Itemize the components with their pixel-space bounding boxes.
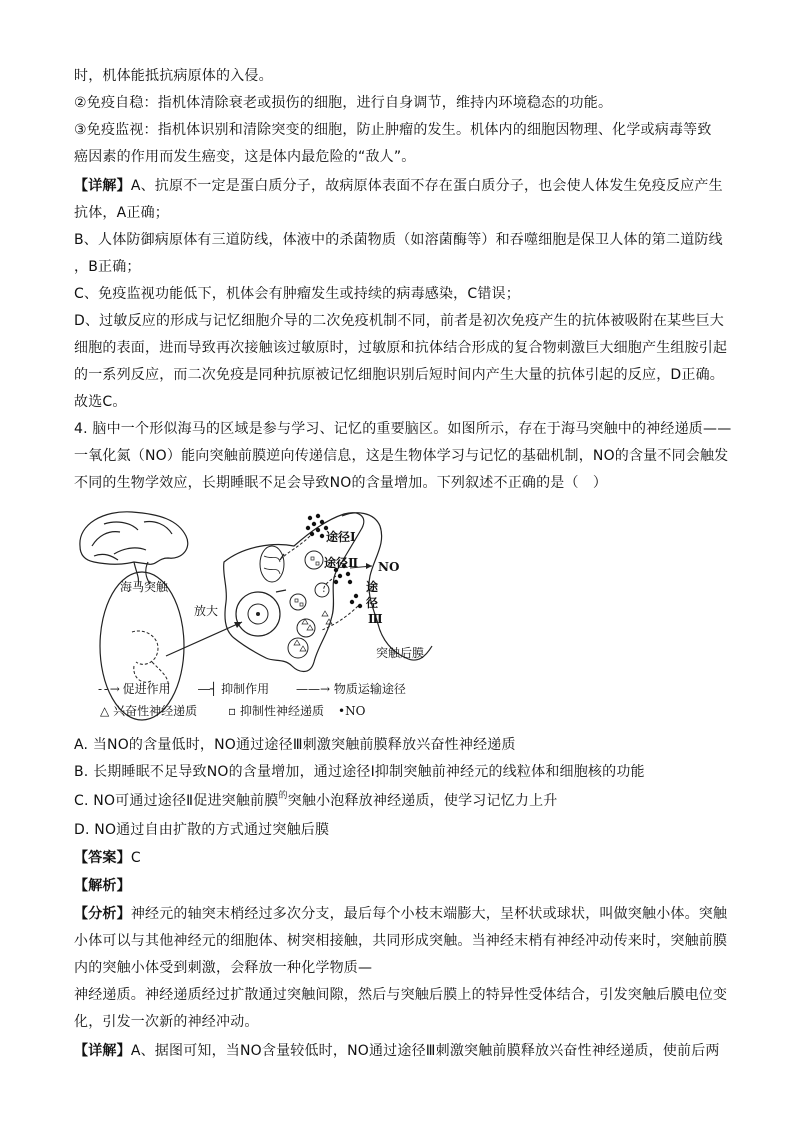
text-line: C、免疫监视功能低下，机体会有肿瘤发生或持续的病毒感染，C错误； (74, 286, 520, 302)
option-c (74, 791, 557, 813)
legend-inhibit-label: 抑制作用 (221, 682, 270, 696)
legend-inhibitory-label: 抑制性神经递质 (239, 704, 324, 718)
vesicle (297, 619, 315, 637)
detail-text: A、据图可知，当NO含量较低时，NO通过途径Ⅲ刺激突触前膜释放兴奋性神经递质，使前后两 (130, 1043, 720, 1059)
dot-icon: • (338, 704, 346, 718)
text-line: D、过敏反应的形成与记忆细胞介导的二次免疫机制不同，前者是初次免疫产生的抗体被吸附在某些巨大 (74, 313, 724, 329)
legend-promote-label: 促进作用 (122, 682, 171, 696)
text-line: ③免疫监视：指机体识别和清除突变的细胞，防止肿瘤的发生。机体内的细胞因物理、化学或病毒等致 (74, 122, 712, 138)
option-c-text: C. NO可通过途径Ⅱ促进突触前膜 (74, 793, 279, 809)
text-line (74, 1041, 720, 1061)
pathway-3-label-a: 途 (366, 580, 379, 594)
text-line: 抗体，A正确； (74, 205, 169, 221)
text-line: 化，引发一次新的神经冲动。 (74, 1014, 259, 1030)
legend-inhibitory (228, 704, 324, 718)
answer-tag: 【答案】 (74, 850, 131, 866)
mitochondrion (260, 546, 284, 582)
no-label: NO (378, 560, 400, 574)
answer-line (74, 848, 141, 868)
option-a: A. 当NO的含量低时，NO通过途径Ⅲ刺激突触前膜释放兴奋性神经递质 (74, 737, 516, 753)
legend-transport: ——→ 物质运输途径 (296, 682, 406, 696)
text-line: 细胞的表面，进而导致再次接触该过敏原时，过敏原和抗体结合形成的复合物刺激巨大细胞产生组胺引起 (74, 340, 728, 356)
legend-transport-label: 物质运输途径 (333, 682, 406, 696)
pathway-1-label: 途径Ⅰ (326, 530, 356, 544)
option-c-small: 的 (278, 791, 288, 801)
question-stem: 4. 脑中一个形似海马的区域是参与学习、记忆的重要脑区。如图所示，存在于海马突触中的神经递质—— (74, 421, 732, 437)
text-line: ②免疫自稳：指机体清除衰老或损伤的细胞，进行自身调节，维持内环境稳态的功能。 (74, 95, 613, 111)
vesicle (315, 583, 329, 597)
brain-drawing (80, 512, 188, 586)
pathway-3-label-c: Ⅲ (368, 612, 383, 626)
legend-excitatory (100, 704, 197, 718)
text-line: 故选C。 (74, 394, 127, 410)
analysis-sub-tag: 【分析】 (74, 906, 131, 922)
enlarge-arrow (166, 622, 242, 656)
option-c-text: 突触小泡释放神经递质，使学习记忆力上升 (287, 793, 558, 809)
option-b: B. 长期睡眠不足导致NO的含量增加，通过途径Ⅰ抑制突触前神经元的线粒体和细胞核的功能 (74, 764, 645, 780)
analysis-tag: 【解析】 (74, 878, 131, 894)
detail-tag: 【详解】 (74, 178, 131, 194)
synapse-figure (74, 506, 454, 728)
text-line: 内的突触小体受到刺激，会释放一种化学物质— (74, 960, 373, 976)
postsynaptic-label: 突触后膜 (376, 646, 425, 660)
hippocampus-circle (100, 572, 184, 720)
text-line: 神经递质。神经递质经过扩散通过突触间隙，然后与突触后膜上的特异性受体结合，引发突触后膜电位变 (74, 987, 728, 1003)
question-stem: 不同的生物学效应，长期睡眠不足会导致NO的含量增加。下列叙述不正确的是（ ） (74, 475, 608, 491)
option-d: D. NO通过自由扩散的方式通过突触后膜 (74, 822, 330, 838)
hippocampus-label: 海马突触 (120, 580, 169, 594)
legend-inhibit: ―┤ 抑制作用 (198, 682, 270, 696)
legend-excitatory-label: 兴奋性神经递质 (113, 704, 198, 718)
enlarge-label: 放大 (194, 604, 219, 618)
text-line: 癌因素的作用而发生癌变，这是体内最危险的“敌人”。 (74, 149, 416, 165)
legend-no (338, 704, 365, 718)
pathway-3-label-b: 径 (366, 596, 379, 610)
triangle-icon: △ (100, 704, 110, 718)
detail-tag: 【详解】 (74, 1043, 131, 1059)
answer-value: C (130, 850, 141, 866)
detail-text: A、抗原不一定是蛋白质分子，故病原体表面不存在蛋白质分子，也会使人体发生免疫反应产生 (130, 178, 723, 194)
text-line: ，B正确； (74, 259, 141, 275)
text-line (74, 904, 727, 924)
square-icon: ▫ (228, 704, 237, 718)
pathway-2-label: 途径Ⅱ (324, 556, 359, 570)
question-stem: 一氧化氮（NO）能向突触前膜逆向传递信息，这是生物体学习与记忆的基础机制，NO的含量不同会触发 (74, 448, 729, 464)
text-line (74, 176, 723, 196)
text-line: B、人体防御病原体有三道防线，体液中的杀菌物质（如溶菌酶等）和吞噬细胞是保卫人体的第二道防线 (74, 232, 723, 248)
analysis-text: 神经元的轴突末梢经过多次分支，最后每个小枝末端膨大，呈杯状或球状，叫做突触小体。突触 (130, 906, 728, 922)
text-line: 时，机体能抵抗病原体的入侵。 (74, 68, 273, 84)
neuron-sketch (132, 631, 168, 688)
text-line: 的一系列反应，而二次免疫是同种抗原被记忆细胞识别后短时间内产生大量的抗体引起的反应，D正确。 (74, 367, 724, 383)
legend-no-label: NO (345, 704, 366, 718)
legend-promote: - - → 促进作用 (98, 682, 171, 696)
text-line: 小体可以与其他神经元的细胞体、树突相接触，共同形成突触。当神经末梢有神经冲动传来时，突触前膜 (74, 933, 728, 949)
